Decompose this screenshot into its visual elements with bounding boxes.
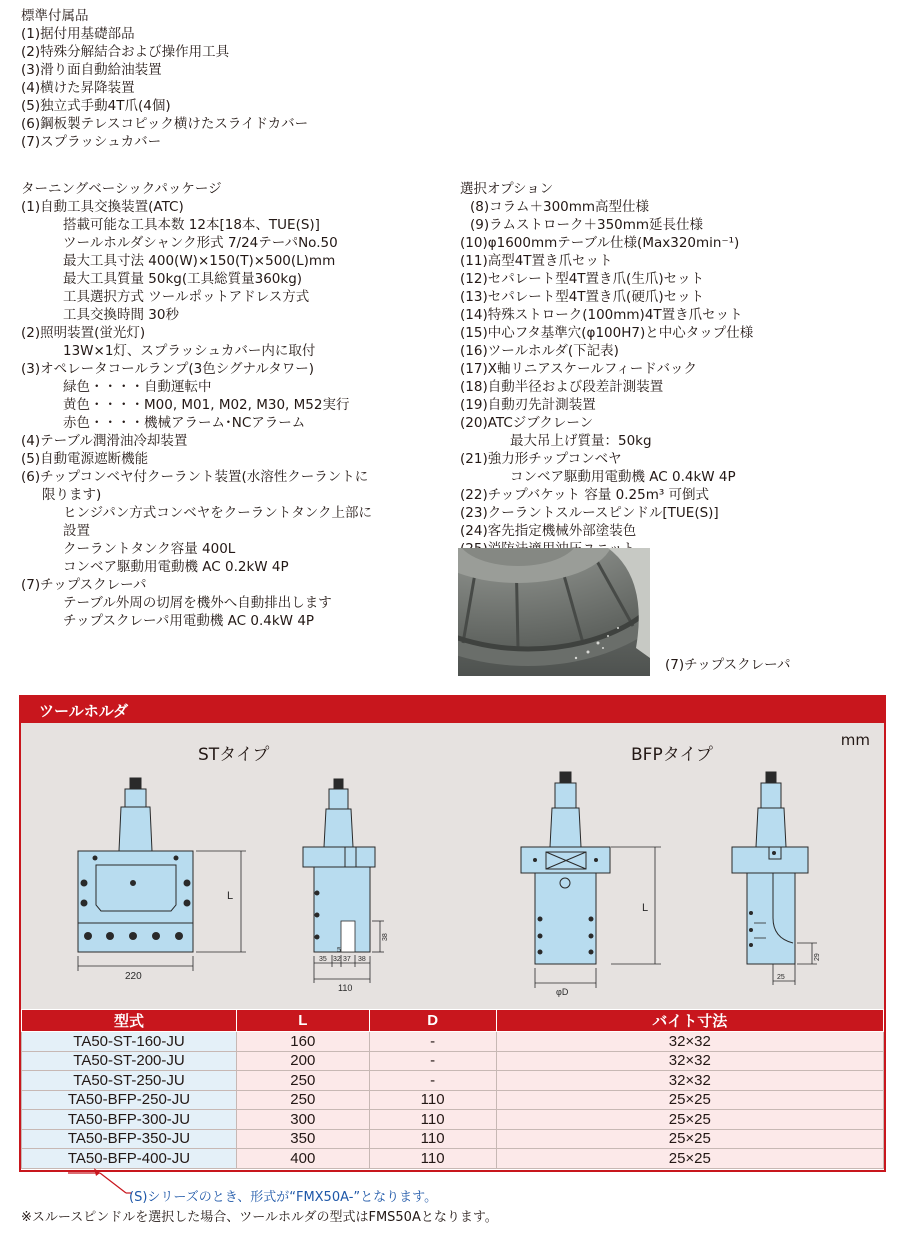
section-header: [21, 697, 884, 723]
standard-item: (2)特殊分解結合および操作用工具: [21, 44, 230, 60]
d-cell: -: [369, 1032, 496, 1052]
l-cell: 160: [237, 1032, 370, 1052]
option-line: (12)セパレート型4T置き爪(生爪)セット: [460, 271, 705, 287]
turning-line: ツールホルダシャンク形式 7/24テーパNo.50: [63, 235, 338, 251]
option-line: (8)コラム＋300mm高型仕様: [470, 199, 650, 215]
option-line: (22)チップバケット 容量 0.25m³ 可倒式: [460, 487, 710, 503]
bite-cell: 25×25: [496, 1110, 883, 1130]
option-line: (9)ラムストローク＋350mm延長仕様: [470, 217, 704, 233]
tool-holder-section: [19, 695, 886, 1172]
model-cell: TA50-ST-250-JU: [22, 1071, 237, 1091]
turning-line: (2)照明装置(蛍光灯): [21, 325, 146, 341]
bfp-side-view: [732, 772, 808, 964]
st-width-dim: 220: [125, 971, 142, 982]
unit-label: mm: [840, 731, 870, 749]
d-cell: 110: [369, 1129, 496, 1149]
photo-caption: (7)チップスクレーパ: [665, 657, 791, 673]
turning-line: 最大工具質量 50kg(工具総質量360kg): [63, 271, 303, 287]
option-line: 最大吊上げ質量：50kg: [510, 433, 652, 449]
turning-line: 搭載可能な工具本数 12本[18本、TUE(S)]: [63, 217, 320, 233]
l-cell: 350: [237, 1129, 370, 1149]
st-dim-38: 38: [358, 956, 366, 963]
table-row: [22, 1071, 884, 1091]
st-side-view: [303, 779, 375, 952]
turning-line: (7)チップスクレーパ: [21, 577, 147, 593]
chip-scraper-photo: [458, 548, 650, 676]
bite-cell: 32×32: [496, 1032, 883, 1052]
option-line: (16)ツールホルダ(下記表): [460, 343, 619, 359]
option-line: (17)X軸リニアスケールフィードバック: [460, 361, 698, 377]
turning-line: 限ります): [42, 487, 102, 503]
bfp-type-label: BFPタイプ: [631, 745, 713, 765]
turning-line: 赤色・・・・機械アラーム･NCアラーム: [63, 415, 306, 431]
turning-line: 黄色・・・・M00, M01, M02, M30, M52実行: [63, 397, 350, 413]
table-row: [22, 1090, 884, 1110]
through-spindle-note: ※スルースピンドルを選択した場合、ツールホルダの型式はFMS50Aとなります。: [21, 1210, 498, 1225]
section-title: ツールホルダ: [39, 702, 129, 720]
d-cell: -: [369, 1051, 496, 1071]
turning-line: (1)自動工具交換装置(ATC): [21, 199, 184, 215]
model-cell: TA50-ST-160-JU: [22, 1032, 237, 1052]
standard-item: (6)鋼板製テレスコピック横けたスライドカバー: [21, 116, 309, 132]
tool-holder-table: [21, 1009, 884, 1169]
l-cell: 300: [237, 1110, 370, 1130]
st-front-view: [78, 778, 193, 952]
col-d: D: [369, 1010, 496, 1032]
option-line: (24)客先指定機械外部塗装色: [460, 523, 637, 539]
l-cell: 400: [237, 1149, 370, 1169]
turning-line: 工具選択方式 ツールポットアドレス方式: [63, 289, 310, 305]
option-line: (10)φ1600mmテーブル仕様(Max320min⁻¹): [460, 235, 740, 251]
d-cell: 110: [369, 1110, 496, 1130]
d-cell: -: [369, 1071, 496, 1091]
standard-heading: 標準付属品: [21, 8, 89, 24]
turning-line: (3)オペレータコールランプ(3色シグナルタワー): [21, 361, 314, 377]
st-dim-35: 35: [319, 956, 327, 963]
standard-item: (4)横けた昇降装置: [21, 80, 135, 96]
l-cell: 200: [237, 1051, 370, 1071]
table-header-row: [22, 1010, 884, 1032]
turning-line: (4)テーブル潤滑油冷却装置: [21, 433, 188, 449]
bfp-dim-25: 25: [777, 974, 785, 981]
option-line: (11)高型4T置き爪セット: [460, 253, 613, 269]
turning-line: 設置: [63, 523, 90, 539]
table-row: [22, 1149, 884, 1169]
option-line: (20)ATCジブクレーン: [460, 415, 594, 431]
bite-cell: 32×32: [496, 1071, 883, 1091]
turning-line: 13W×1灯、スプラッシュカバー内に取付: [63, 343, 316, 359]
option-line: (14)特殊ストローク(100mm)4T置き爪セット: [460, 307, 743, 323]
turning-line: テーブル外周の切屑を機外へ自動排出します: [63, 595, 332, 611]
turning-line: コンベア駆動用電動機 AC 0.2kW 4P: [63, 559, 289, 575]
standard-item: (3)滑り面自動給油装置: [21, 62, 162, 78]
tool-holder-drawings: [21, 723, 884, 1009]
bfp-dim-29: 29: [814, 953, 821, 961]
st-dim-5: 5: [337, 947, 341, 954]
standard-item: (5)独立式手動4T爪(4個): [21, 98, 171, 114]
option-line: (13)セパレート型4T置き爪(硬爪)セット: [460, 289, 705, 305]
model-cell: TA50-BFP-250-JU: [22, 1090, 237, 1110]
turning-line: ヒンジパン方式コンベヤをクーラントタンク上部に: [63, 505, 372, 521]
col-model: 型式: [22, 1010, 237, 1032]
turning-line: (6)チップコンベヤ付クーラント装置(水溶性クーラントに: [21, 469, 369, 485]
bfp-diameter-dim: φD: [556, 987, 569, 997]
option-line: (21)強力形チップコンベヤ: [460, 451, 622, 467]
callout-arrow: [60, 1165, 140, 1200]
model-cell: TA50-BFP-350-JU: [22, 1129, 237, 1149]
option-line: (18)自動半径および段差計測装置: [460, 379, 664, 395]
st-length-dim: L: [227, 890, 234, 902]
turning-line: 緑色・・・・自動運転中: [63, 379, 212, 395]
st-dim-37: 37: [343, 956, 351, 963]
st-side-width-dim: 110: [338, 983, 353, 993]
turning-line: (5)自動電源遮断機能: [21, 451, 149, 467]
table-row: [22, 1110, 884, 1130]
turning-line: 工具交換時間 30秒: [63, 307, 179, 323]
bite-cell: 25×25: [496, 1149, 883, 1169]
st-dim-38v: 38: [382, 933, 389, 941]
bite-cell: 25×25: [496, 1090, 883, 1110]
standard-item: (7)スプラッシュカバー: [21, 134, 162, 150]
turning-heading: ターニングベーシックパッケージ: [21, 181, 222, 197]
col-bite-size: バイト寸法: [496, 1010, 883, 1032]
options-heading: 選択オプション: [460, 181, 554, 197]
d-cell: 110: [369, 1149, 496, 1169]
model-cell: TA50-BFP-300-JU: [22, 1110, 237, 1130]
option-line: (19)自動刃先計測装置: [460, 397, 596, 413]
series-note: (S)シリーズのとき、形式が“FMX50A-”となります。: [129, 1190, 438, 1205]
bite-cell: 25×25: [496, 1129, 883, 1149]
l-cell: 250: [237, 1090, 370, 1110]
d-cell: 110: [369, 1090, 496, 1110]
table-row: [22, 1051, 884, 1071]
bfp-front-view: [521, 772, 610, 964]
st-type-label: STタイプ: [198, 745, 270, 765]
model-cell: TA50-ST-200-JU: [22, 1051, 237, 1071]
table-row: [22, 1129, 884, 1149]
option-line: (23)クーラントスルースピンドル[TUE(S)]: [460, 505, 719, 521]
option-line: コンベア駆動用電動機 AC 0.4kW 4P: [510, 469, 736, 485]
l-cell: 250: [237, 1071, 370, 1091]
option-line: (15)中心フタ基準穴(φ100H7)と中心タップ仕様: [460, 325, 754, 341]
st-dim-32: 32: [333, 956, 341, 963]
table-row: [22, 1032, 884, 1052]
col-l: L: [237, 1010, 370, 1032]
turning-line: チップスクレーパ用電動機 AC 0.4kW 4P: [63, 613, 315, 629]
bite-cell: 32×32: [496, 1051, 883, 1071]
diagram-area: [21, 723, 884, 1009]
turning-line: 最大工具寸法 400(W)×150(T)×500(L)mm: [63, 253, 336, 269]
bfp-length-dim: L: [642, 902, 649, 914]
turning-line: クーラントタンク容量 400L: [63, 541, 236, 557]
model-cell: TA50-BFP-400-JU: [22, 1149, 237, 1169]
standard-item: (1)据付用基礎部品: [21, 26, 135, 42]
